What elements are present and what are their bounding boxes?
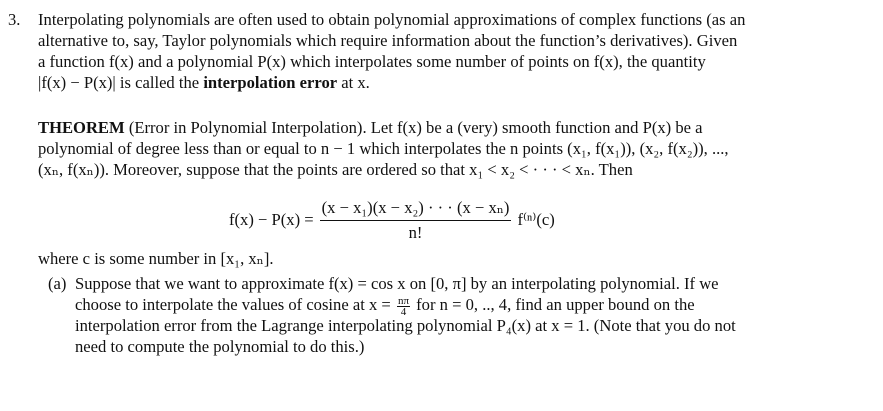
where-line: where c is some number in [x₁, xₙ].	[38, 249, 274, 268]
n-pi-over-4-fraction	[397, 296, 410, 317]
part-a-line-2	[75, 295, 695, 317]
theorem-label: THEOREM	[38, 118, 125, 137]
theorem-line-3: (xₙ, f(xₙ)). Moreover, suppose that the points are ordered so that x₁ < x₂ < · · · < xₙ. Then	[38, 160, 633, 179]
part-a-line-2-suffix: for n = 0, .., 4, find an upper bound on the	[412, 295, 695, 314]
part-a-label: (a)	[48, 274, 67, 293]
interpolation-error-term: interpolation error	[203, 73, 338, 92]
part-a-line-2-prefix: choose to interpolate the values of cosine at x =	[75, 295, 395, 314]
frac-numerator: nπ	[397, 294, 409, 307]
frac-denominator: 4	[400, 305, 407, 318]
part-a-line-1: Suppose that we want to approximate f(x) = cos x on [0, π] by an interpolating polynomial. If we	[75, 274, 719, 293]
formula-lhs: f(x) − P(x) =	[229, 210, 314, 229]
part-a-line-3: interpolation error from the Lagrange interpolating polynomial P₄(x) at x = 1. (Note that you do not	[75, 316, 736, 335]
formula-numerator: (x − x₁)(x − x₂) · · · (x − xₙ)	[320, 198, 512, 221]
intro-line-3: a function f(x) and a polynomial P(x) which interpolates some number of points on f(x), the quantity	[38, 52, 706, 71]
error-formula	[229, 198, 555, 242]
formula-denominator: n!	[408, 222, 423, 242]
formula-rhs: f⁽ⁿ⁾(c)	[517, 210, 555, 229]
intro-line-4	[38, 73, 370, 93]
intro-line-2: alternative to, say, Taylor polynomials which require information about the function’s derivatives). Given	[38, 31, 738, 50]
theorem-line-1	[38, 118, 703, 138]
intro-line-4-prefix: |f(x) − P(x)| is called the	[38, 73, 204, 92]
formula-fraction	[320, 198, 512, 243]
intro-line-1: Interpolating polynomials are often used to obtain polynomial approximations of complex functions (as an	[38, 10, 746, 29]
theorem-line-1-rest: (Error in Polynomial Interpolation). Let f(x) be a (very) smooth function and P(x) be a	[124, 118, 703, 137]
intro-line-4-suffix: at x.	[337, 73, 370, 92]
part-a-line-4: need to compute the polynomial to do this.)	[75, 337, 365, 356]
theorem-line-2: polynomial of degree less than or equal to n − 1 which interpolates the n points (x₁, f(x₁)), (x₂, f(x₂)), ...,	[38, 139, 729, 158]
problem-number: 3.	[8, 10, 21, 29]
